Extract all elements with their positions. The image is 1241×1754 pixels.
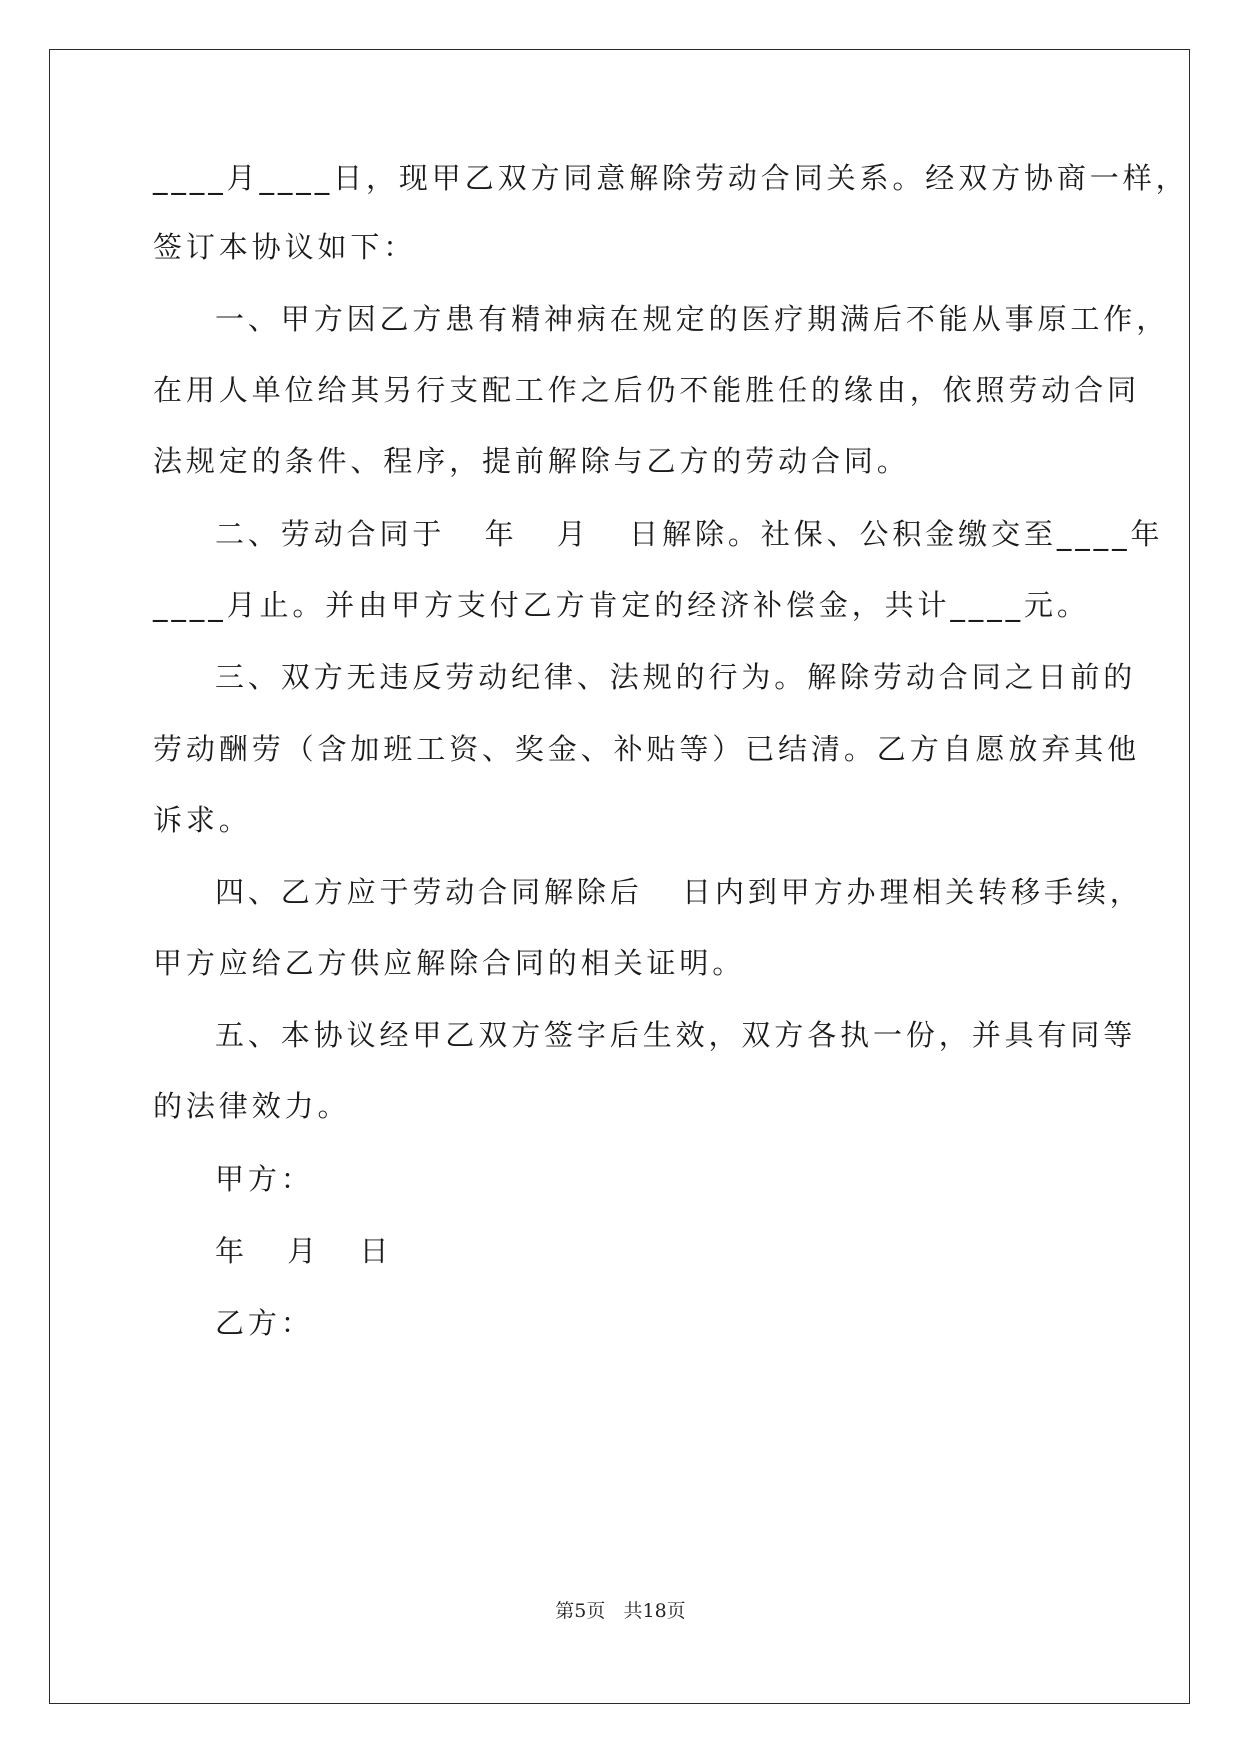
clause-five-line: 五、本协议经甲乙双方签字后生效，双方各执一份，并具有同等 — [215, 1018, 1137, 1052]
text-line: ____月____日，现甲乙双方同意解除劳动合同关系。经双方协商一样， — [153, 161, 1189, 195]
text-line: 签订本协议如下： — [153, 230, 417, 264]
party-b-label: 乙方： — [215, 1306, 314, 1340]
date-line: 年 月 日 — [215, 1234, 393, 1268]
text-line: 在用人单位给其另行支配工作之后仍不能胜任的缘由，依照劳动合同 — [153, 373, 1141, 407]
clause-four-line: 四、乙方应于劳动合同解除后 日内到甲方办理相关转移手续， — [215, 875, 1143, 909]
text-line: 的法律效力。 — [153, 1089, 351, 1123]
text-line: ____月止。并由甲方支付乙方肯定的经济补偿金，共计____元。 — [153, 588, 1090, 622]
text-line: 甲方应给乙方供应解除合同的相关证明。 — [153, 946, 746, 980]
party-a-label: 甲方： — [215, 1162, 314, 1196]
text-line: 诉求。 — [153, 803, 252, 837]
clause-two-line: 二、劳动合同于 年 月 日解除。社保、公积金缴交至____年 — [215, 517, 1164, 551]
clause-three-line: 三、双方无违反劳动纪律、法规的行为。解除劳动合同之日前的 — [215, 660, 1137, 694]
page-indicator: 第5页 共18页 — [555, 1600, 686, 1622]
clause-one-line: 一、甲方因乙方患有精神病在规定的医疗期满后不能从事原工作， — [215, 302, 1170, 336]
text-line: 劳动酬劳（含加班工资、奖金、补贴等）已结清。乙方自愿放弃其他 — [153, 732, 1141, 766]
text-line: 法规定的条件、程序，提前解除与乙方的劳动合同。 — [153, 444, 910, 478]
